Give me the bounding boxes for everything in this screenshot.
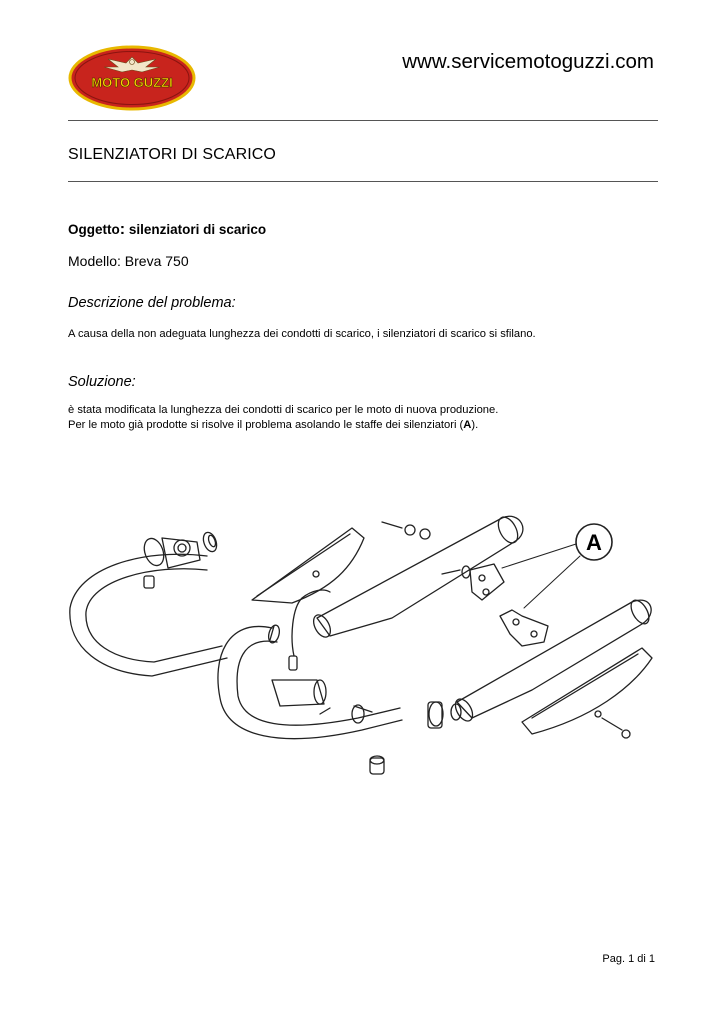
solution-line2-bold: A bbox=[463, 419, 472, 431]
subject-value: silenziatori di scarico bbox=[125, 222, 267, 237]
page-number: Pag. 1 di 1 bbox=[602, 953, 655, 965]
moto-guzzi-logo bbox=[68, 45, 196, 111]
header-divider bbox=[68, 120, 658, 121]
solution-line2-start: Per le moto già prodotte si risolve il problema asolando le staffe dei silenziatori ( bbox=[68, 419, 464, 431]
model-line: Modello: Breva 750 bbox=[68, 253, 189, 269]
title-divider bbox=[68, 181, 658, 182]
solution-heading: Soluzione: bbox=[68, 374, 136, 390]
solution-text-line1: è stata modificata la lunghezza dei condotti di scarico per le moto di nuova produzione. bbox=[68, 404, 499, 416]
logo-text: MOTO GUZZI bbox=[91, 75, 173, 90]
website-url: www.servicemotoguzzi.com bbox=[402, 50, 654, 73]
exhaust-diagram bbox=[62, 508, 662, 788]
solution-line2-end: ). bbox=[471, 419, 479, 431]
subject-line bbox=[68, 221, 266, 239]
solution-text-line2 bbox=[68, 418, 478, 433]
subject-label: Oggetto bbox=[68, 222, 120, 237]
subject-separator: : bbox=[119, 221, 126, 238]
callout-a-label: A bbox=[586, 530, 602, 555]
problem-text: A causa della non adeguata lunghezza dei condotti di scarico, i silenziatori di scarico si sfilano. bbox=[68, 328, 536, 340]
problem-heading: Descrizione del problema: bbox=[68, 295, 236, 311]
document-title: SILENZIATORI DI SCARICO bbox=[68, 146, 276, 163]
